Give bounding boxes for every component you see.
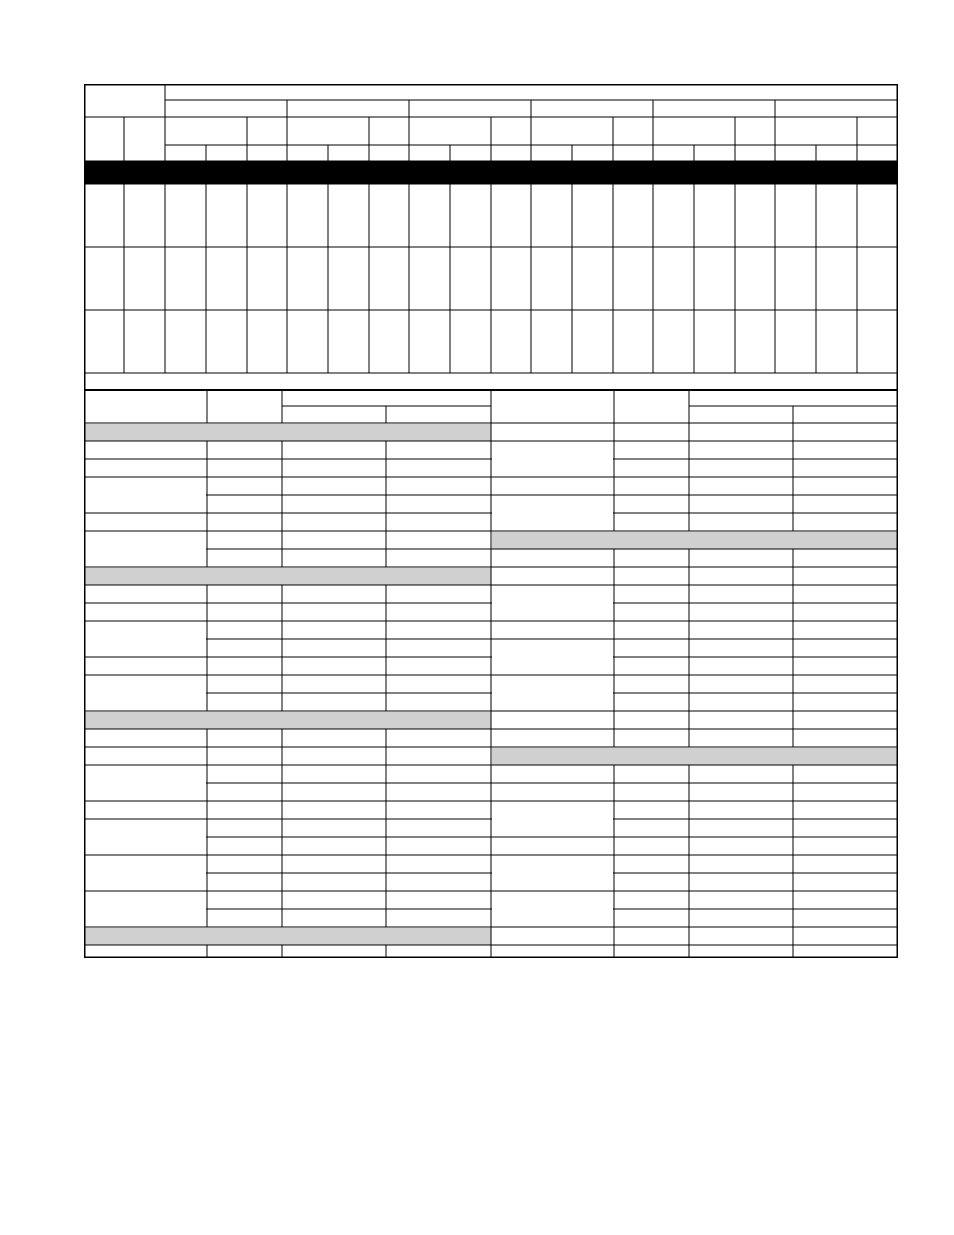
border-bottom <box>84 957 898 959</box>
left-table-header-col1 <box>85 391 206 422</box>
merge-mask <box>492 693 613 694</box>
document-title <box>85 85 163 115</box>
merge-mask <box>492 873 613 874</box>
section-header-shade <box>85 712 491 729</box>
section-header-shade <box>492 532 897 549</box>
document-frame <box>84 84 898 958</box>
performance-table-footnote <box>86 373 896 389</box>
border-left <box>84 84 86 958</box>
merge-mask <box>492 603 613 604</box>
merge-mask <box>85 693 206 694</box>
section-header-shade <box>85 568 491 585</box>
table-grid <box>84 84 898 958</box>
left-table-header-col2 <box>208 391 281 422</box>
right-table-header-col1 <box>492 391 613 422</box>
table-black-band <box>84 161 898 184</box>
merge-mask <box>85 909 206 910</box>
section-header-shade <box>492 748 897 765</box>
border-top <box>84 84 898 86</box>
merge-mask <box>492 459 613 460</box>
section-header-shade <box>85 424 491 441</box>
merge-mask <box>492 513 613 514</box>
left-table-header-group <box>283 391 490 405</box>
right-table-header-group <box>690 391 897 405</box>
merge-mask <box>492 909 613 910</box>
merge-mask <box>85 549 206 550</box>
merge-mask <box>85 873 206 874</box>
right-table-header-col2 <box>615 391 688 422</box>
merge-mask <box>85 783 206 784</box>
section-header-shade <box>85 928 491 945</box>
border-right <box>897 84 899 958</box>
merge-mask <box>85 495 206 496</box>
merge-mask <box>492 819 613 820</box>
merge-mask <box>492 657 613 658</box>
merge-mask <box>85 639 206 640</box>
merge-mask <box>85 837 206 838</box>
